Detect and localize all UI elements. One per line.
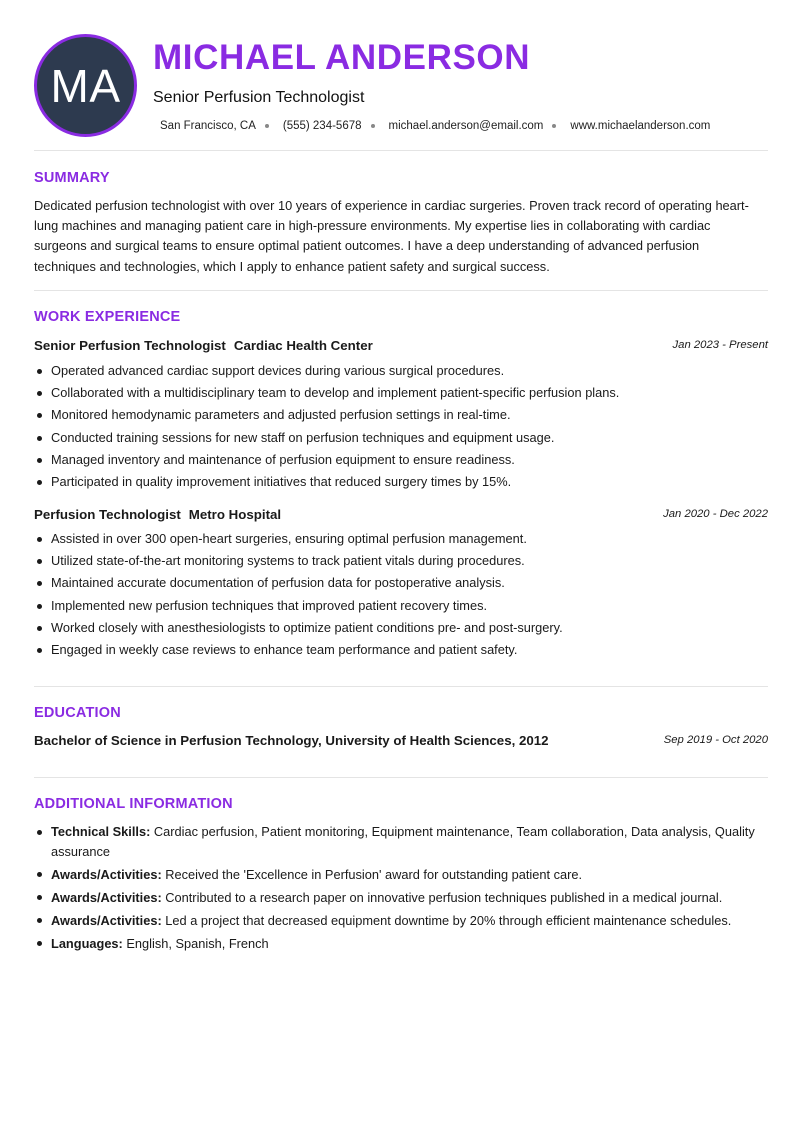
job-title-line: [34, 338, 373, 353]
contact-bar: [160, 120, 710, 132]
list-item: [34, 934, 768, 954]
summary-text: Dedicated perfusion technologist with over 10 years of experience in cardiac surgeries. Proven track record of operating heart-lung machines and managing patient care in high-pressure environments. My expertise lies in collaborating with cardiac surgeons and surgical teams to ensure optimal patient outcomes. I have a deep understanding of advanced perfusion techniques and technologies, which I apply to enhance patient safety and surgical success.: [34, 198, 749, 274]
section-divider: [34, 686, 768, 687]
info-label: Awards/Activities:: [51, 866, 162, 882]
list-item: [34, 911, 768, 931]
info-label: Awards/Activities:: [51, 889, 162, 905]
separator-dot-icon: [552, 124, 556, 128]
job-header: [34, 338, 768, 356]
experience-heading: WORK EXPERIENCE: [34, 309, 181, 325]
contact-email[interactable]: michael.anderson@email.com: [388, 120, 544, 132]
info-text: Cardiac perfusion, Patient monitoring, Equipment maintenance, Team collaboration, Data analysis, Quality assurance: [51, 824, 755, 859]
candidate-name: MICHAEL ANDERSON: [153, 38, 531, 77]
section-divider: [34, 290, 768, 291]
list-item: Worked closely with anesthesiologists to optimize patient conditions pre- and post-surgery.: [34, 617, 768, 639]
contact-location: San Francisco, CA: [160, 120, 256, 132]
job-company: Metro Hospital: [188, 507, 282, 522]
job-title-line: [34, 507, 281, 522]
info-text: Contributed to a research paper on innovative perfusion techniques published in a medical journal.: [165, 889, 723, 905]
list-item: [34, 822, 768, 861]
section-divider: [34, 777, 768, 778]
list-item: Implemented new perfusion techniques that improved patient recovery times.: [34, 595, 768, 617]
list-item: Managed inventory and maintenance of perfusion equipment to ensure readiness.: [34, 449, 768, 471]
info-label: Technical Skills:: [51, 824, 151, 839]
info-label: Languages:: [51, 935, 123, 951]
job-company: Cardiac Health Center: [233, 338, 373, 353]
resume-header: [34, 34, 768, 138]
list-item: Collaborated with a multidisciplinary team to develop and implement patient-specific perfusion plans.: [34, 382, 768, 404]
list-item: Maintained accurate documentation of perfusion data for postoperative analysis.: [34, 572, 768, 594]
job-header: [34, 507, 768, 525]
job-bullet-list: [34, 528, 768, 661]
avatar: [34, 34, 137, 137]
education-date: Sep 2019 - Oct 2020: [663, 734, 768, 746]
list-item: Operated advanced cardiac support devices during various surgical procedures.: [34, 360, 768, 382]
education-heading: EDUCATION: [34, 705, 121, 721]
job-bullet-list: [34, 360, 768, 493]
contact-website[interactable]: www.michaelanderson.com: [570, 120, 711, 132]
separator-dot-icon: [371, 124, 375, 128]
avatar-initials: MA: [50, 59, 121, 112]
info-text: English, Spanish, French: [126, 935, 269, 951]
separator-dot-icon: [265, 124, 269, 128]
job-role: Perfusion Technologist: [34, 507, 181, 522]
list-item: [34, 888, 768, 908]
contact-phone: (555) 234-5678: [282, 120, 362, 132]
list-item: [34, 865, 768, 885]
education-degree: Bachelor of Science in Perfusion Technology, University of Health Sciences, 2012: [34, 733, 549, 748]
candidate-title: Senior Perfusion Technologist: [153, 89, 365, 106]
list-item: Monitored hemodynamic parameters and adjusted perfusion settings in real-time.: [34, 404, 768, 426]
info-label: Awards/Activities:: [51, 912, 162, 928]
job-date: Jan 2023 - Present: [672, 339, 768, 351]
list-item: Participated in quality improvement initiatives that reduced surgery times by 15%.: [34, 471, 768, 493]
info-text: Received the 'Excellence in Perfusion' award for outstanding patient care.: [165, 866, 583, 882]
education-entry: [34, 733, 768, 751]
info-text: Led a project that decreased equipment downtime by 20% through efficient maintenance schedules.: [165, 912, 732, 928]
list-item: Utilized state-of-the-art monitoring systems to track patient vitals during procedures.: [34, 550, 768, 572]
additional-info-list: [34, 822, 768, 957]
list-item: Assisted in over 300 open-heart surgeries, ensuring optimal perfusion management.: [34, 528, 768, 550]
job-date: Jan 2020 - Dec 2022: [663, 508, 768, 520]
summary-heading: SUMMARY: [34, 170, 110, 186]
list-item: Conducted training sessions for new staff on perfusion techniques and equipment usage.: [34, 427, 768, 449]
job-role: Senior Perfusion Technologist: [34, 338, 226, 353]
list-item: Engaged in weekly case reviews to enhance team performance and patient safety.: [34, 639, 768, 661]
additional-heading: ADDITIONAL INFORMATION: [34, 796, 233, 812]
section-divider: [34, 150, 768, 151]
